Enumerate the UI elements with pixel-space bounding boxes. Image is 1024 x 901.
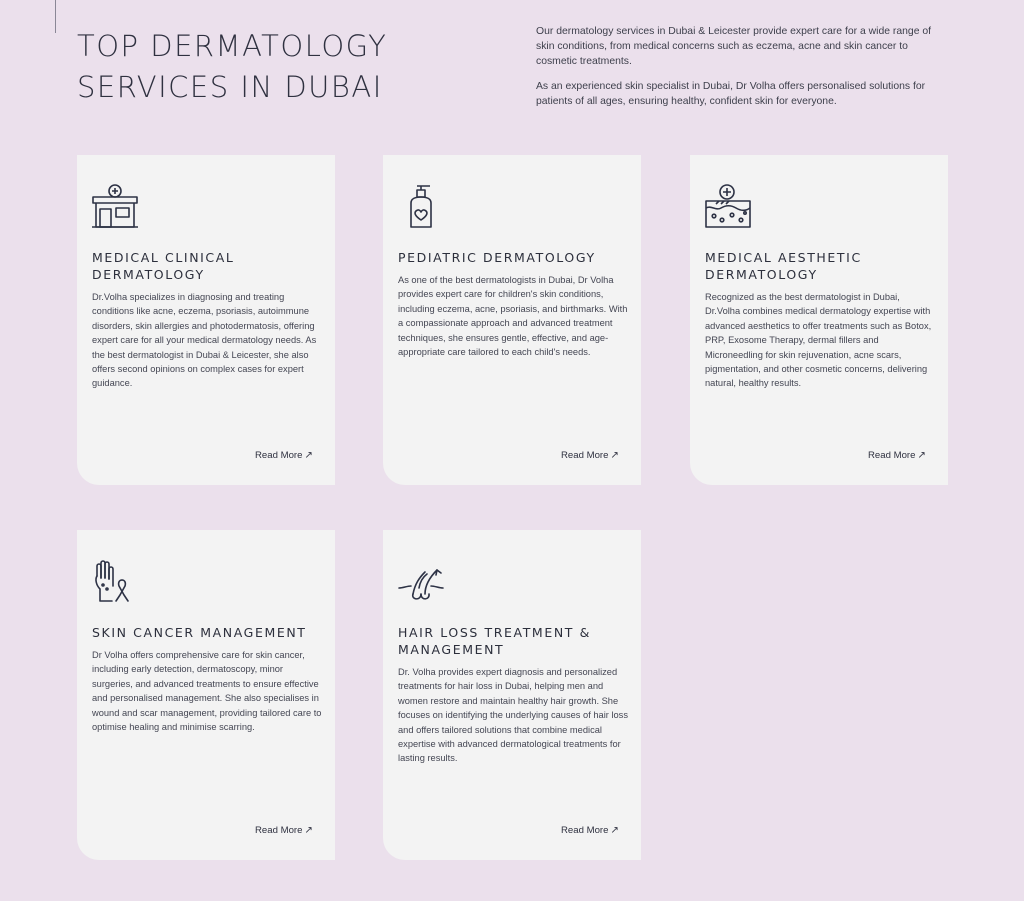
skin-layer-cross-icon [704, 183, 752, 231]
section-intro [536, 24, 948, 119]
service-card-pediatric [383, 155, 641, 485]
intro-paragraph-1: Our dermatology services in Dubai & Leicester provide expert care for a wide range of skin conditions, from medical concerns such as eczema, acne and skin cancer to cosmetic treatments. [536, 26, 932, 67]
card-title: SKIN CANCER MANAGEMENT [92, 625, 307, 640]
card-description: Dr. Volha provides expert diagnosis and personalized treatments for hair loss in Dubai, helping men and women restore and maintain healthy hair growth. She focuses on identifying the underlying causes of hair loss and offers tailored solutions that combine medical expertise with advanced dermatological treatments for lasting results. [398, 667, 628, 764]
clinic-building-icon [91, 183, 139, 231]
lotion-bottle-heart-icon [397, 183, 445, 231]
section-title-line2: SERVICES IN DUBAI [77, 70, 383, 104]
intro-paragraph-2: As an experienced skin specialist in Dubai, Dr Volha offers personalised solutions for patients of all ages, ensuring healthy, confident skin for everyone. [536, 81, 926, 107]
card-title: MEDICAL AESTHETIC DERMATOLOGY [705, 250, 862, 282]
card-title: PEDIATRIC DERMATOLOGY [398, 250, 596, 265]
read-more-label: Read More [561, 450, 609, 461]
arrow-up-right-icon: ↗ [610, 450, 619, 461]
hair-follicle-icon [397, 558, 445, 606]
card-title: HAIR LOSS TREATMENT & MANAGEMENT [398, 625, 591, 657]
card-title: MEDICAL CLINICAL DERMATOLOGY [92, 250, 235, 282]
read-more-label: Read More [255, 825, 303, 836]
read-more-label: Read More [868, 450, 916, 461]
card-description: Dr.Volha specializes in diagnosing and treating conditions like acne, eczema, psoriasis, autoimmune disorders, skin allergies and photodermatosis, offering expert care for all your medical dermatology needs. As the best dermatologist in Dubai & Leicester, she also offers second opinions on complex cases for expert guidance. [92, 292, 317, 389]
card-description: Recognized as the best dermatologist in Dubai, Dr.Volha combines medical dermatology expertise with advanced aesthetics to offer treatments such as Botox, PRP, Exosome Therapy, dermal fillers and Microneedling for skin rejuvenation, acne scars, pigmentation, and other cosmetic concerns, delivering natural, healthy results. [705, 292, 932, 389]
service-card-medical-clinical [77, 155, 335, 485]
service-card-skin-cancer [77, 530, 335, 860]
service-card-hair-loss [383, 530, 641, 860]
arrow-up-right-icon: ↗ [304, 825, 313, 836]
hand-cancer-ribbon-icon [91, 558, 139, 606]
section-title-line1: TOP DERMATOLOGY [77, 29, 388, 63]
arrow-up-right-icon: ↗ [304, 450, 313, 461]
read-more-link[interactable] [868, 450, 926, 461]
card-description: Dr Volha offers comprehensive care for skin cancer, including early detection, dermatoscopy, minor surgeries, and advanced treatments to ensure effective and personalised management. She also specialises in wound and scar management, providing tailored care to optimise healing and minimise scarring. [92, 650, 322, 733]
service-card-medical-aesthetic [690, 155, 948, 485]
read-more-link[interactable] [561, 450, 619, 461]
arrow-up-right-icon: ↗ [917, 450, 926, 461]
arrow-up-right-icon: ↗ [610, 825, 619, 836]
read-more-link[interactable] [561, 825, 619, 836]
read-more-label: Read More [561, 825, 609, 836]
read-more-link[interactable] [255, 450, 313, 461]
read-more-link[interactable] [255, 825, 313, 836]
read-more-label: Read More [255, 450, 303, 461]
decorative-vertical-line [55, 0, 56, 33]
card-description: As one of the best dermatologists in Dubai, Dr Volha provides expert care for children's skin conditions, including eczema, acne, psoriasis, and birthmarks. With a compassionate approach and advanced treatment techniques, she ensures gentle, effective, and age-appropriate care tailored to each child's needs. [398, 275, 628, 358]
section-title [77, 26, 497, 108]
